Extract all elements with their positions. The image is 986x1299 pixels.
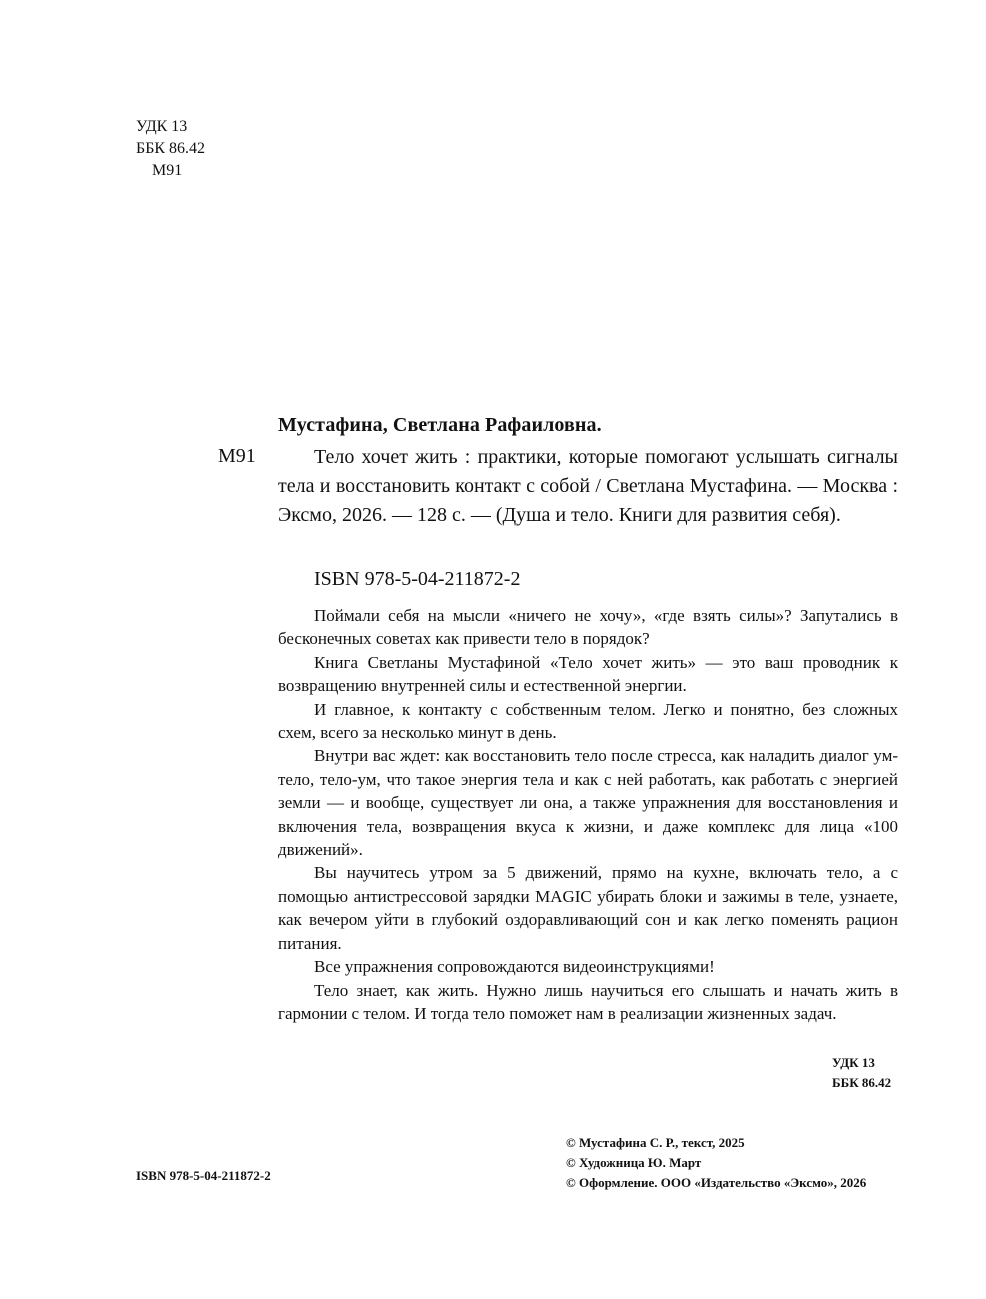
udk-code-bottom: УДК 13: [832, 1055, 875, 1070]
annotation-paragraph: Все упражнения сопровождаются видеоинструкциями!: [314, 957, 715, 977]
annotation-paragraph: Тело знает, как жить. Нужно лишь научиться его слышать и начать жить в гармонии с телом. И тогда тело поможет нам в реализации жизненных задач.: [278, 980, 898, 1023]
copyright-illustrator: © Художница Ю. Март: [566, 1155, 702, 1170]
author-heading: Мустафина, Светлана Рафаиловна.: [278, 414, 602, 436]
copyright-design: © Оформление. ООО «Издательство «Эксмо», 2026: [566, 1175, 867, 1190]
author-mark: М91: [136, 162, 183, 179]
description-text: Тело хочет жить : практики, которые помогают услышать сигналы тела и восстановить контакт с собой / Светлана Мустафина. — Москва : Эксмо, 2026. — 128 с. — (Душа и тело. Книги для развития себя).: [278, 446, 898, 526]
isbn-bottom: ISBN 978-5-04-211872-2: [136, 1168, 271, 1183]
isbn-main: ISBN 978-5-04-211872-2: [314, 568, 521, 590]
bbk-code-bottom: ББК 86.42: [832, 1075, 892, 1090]
annotation-paragraph: Вы научитесь утром за 5 движений, прямо на кухне, включать тело, а с помощью антистрессовой зарядки MAGIC убирать блоки и зажимы в теле, узнаете, как вечером уйти в глубокий оздоравливающий сон и как легко поменять рацион питания.: [278, 863, 898, 953]
annotation-paragraph: Книга Светланы Мустафиной «Тело хочет жить» — это ваш проводник к возвращению внутренней силы и естественной энергии.: [278, 652, 898, 696]
classification-codes-top: [136, 116, 205, 182]
bbk-code: ББК 86.42: [136, 140, 206, 157]
margin-author-mark: М91: [218, 445, 256, 467]
annotation-paragraph: Поймали себя на мысли «ничего не хочу», «где взять силы»? Запутались в бесконечных советах как привести тело в порядок?: [278, 606, 898, 649]
copyright-block: [566, 1133, 866, 1193]
bibliographic-description: [278, 443, 898, 530]
annotation-paragraph: Внутри вас ждет: как восстановить тело после стресса, как наладить диалог ум-тело, тело-ум, что такое энергия тела и как с ней работать, как работать с энергией земли — и вообще, существует ли она, а также упражнения для восстановления и включения тела, возвращения вкуса к жизни, и даже комплекс для лица «100 движений».: [278, 746, 898, 860]
annotation-paragraph: И главное, к контакту с собственным телом. Легко и понятно, без сложных схем, всего за несколько минут в день.: [278, 699, 898, 743]
annotation: [278, 604, 898, 1025]
copyright-text: © Мустафина С. Р., текст, 2025: [566, 1135, 745, 1150]
udk-code: УДК 13: [136, 118, 188, 135]
classification-codes-bottom: [832, 1053, 891, 1093]
